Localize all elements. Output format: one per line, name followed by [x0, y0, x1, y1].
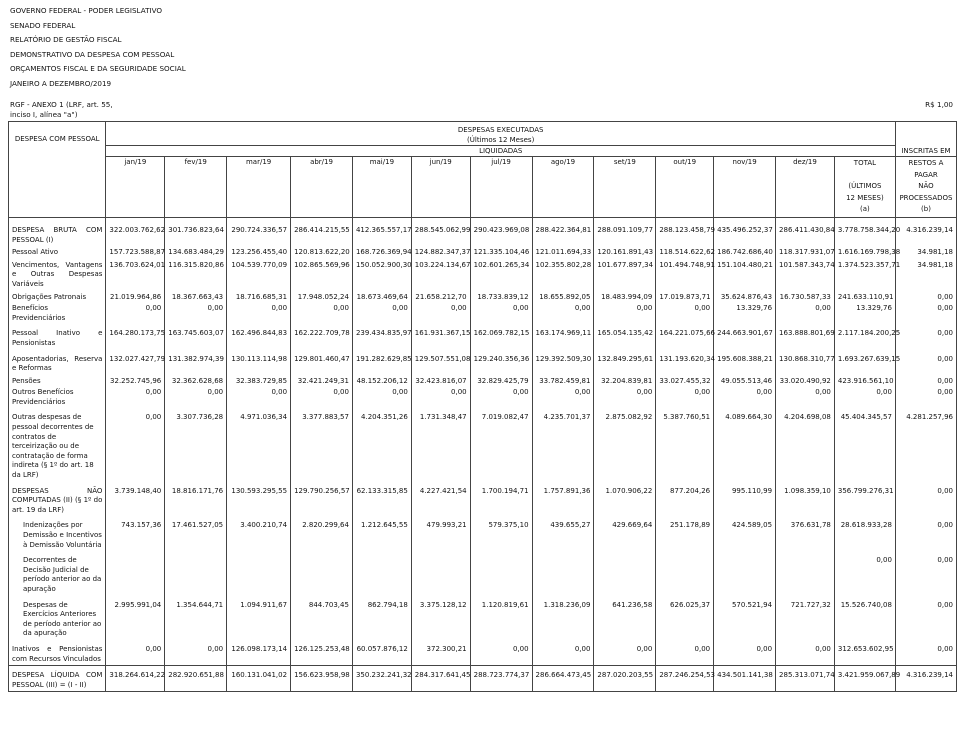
row-value: 101.494.748,91 [656, 259, 714, 291]
col-header-blank [895, 122, 956, 146]
row-value: 134.683.484,29 [165, 246, 227, 259]
row-value: 33.020.490,92 [776, 375, 835, 388]
month-header: dez/19 [776, 157, 835, 218]
row-value: 156.623.958,98 [291, 666, 353, 692]
row-value: 186.742.686,40 [714, 246, 776, 259]
row-value: 877.204,26 [656, 482, 714, 517]
row-value: 0,00 [834, 551, 895, 595]
row-value: 0,00 [470, 387, 532, 408]
row-value: 160.131.041,02 [227, 666, 291, 692]
row-value: 439.655,27 [532, 516, 594, 551]
row-value: 350.232.241,32 [352, 666, 411, 692]
month-header: set/19 [594, 157, 656, 218]
row-value: 2.995.991,04 [106, 596, 165, 640]
row-value: 579.375,10 [470, 516, 532, 551]
table-row [9, 217, 957, 246]
row-value: 60.057.876,12 [352, 640, 411, 666]
row-value: 241.633.110,91 [834, 291, 895, 304]
row-value: 372.300,21 [411, 640, 470, 666]
row-value: 0,00 [470, 640, 532, 666]
row-value: 32.362.628,68 [165, 375, 227, 388]
row-value: 45.404.345,57 [834, 408, 895, 481]
row-value: 290.724.336,57 [227, 217, 291, 246]
row-value: 1.693.267.639,15 [834, 350, 895, 375]
row-value [714, 551, 776, 595]
row-value: 4.316.239,14 [895, 217, 956, 246]
row-value: 0,00 [895, 324, 956, 349]
row-value: 129.790.256,57 [291, 482, 353, 517]
row-value [227, 551, 291, 595]
row-value: 129.507.551,08 [411, 350, 470, 375]
row-value: 0,00 [165, 303, 227, 324]
row-value: 1.700.194,71 [470, 482, 532, 517]
row-value: 721.727,32 [776, 596, 835, 640]
row-value: 0,00 [291, 303, 353, 324]
restos-header [895, 157, 956, 218]
row-label: Obrigações Patronais [9, 291, 106, 304]
row-value: 151.104.480,21 [714, 259, 776, 291]
expense-table [8, 121, 957, 692]
row-value: 121.335.104,46 [470, 246, 532, 259]
row-value: 131.382.974,39 [165, 350, 227, 375]
row-label: DESPESAS NÃO COMPUTADAS (II) (§ 1º do art. 19 da LRF) [9, 482, 106, 517]
row-value: 101.587.343,74 [776, 259, 835, 291]
row-value: 1.318.236,09 [532, 596, 594, 640]
row-value: 0,00 [106, 303, 165, 324]
row-value: 136.703.624,01 [106, 259, 165, 291]
month-header: nov/19 [714, 157, 776, 218]
table-row [9, 259, 957, 291]
row-label: DESPESA BRUTA COM PESSOAL (I) [9, 217, 106, 246]
row-value: 162.496.844,83 [227, 324, 291, 349]
row-value: 129.240.356,36 [470, 350, 532, 375]
row-value: 126.098.173,14 [227, 640, 291, 666]
total-header-line: 12 MESES) [846, 193, 884, 202]
row-value [352, 551, 411, 595]
row-value: 132.027.427,79 [106, 350, 165, 375]
row-value: 150.052.900,30 [352, 259, 411, 291]
row-value: 3.421.959.067,89 [834, 666, 895, 692]
row-value: 626.025,37 [656, 596, 714, 640]
row-value: 164.221.075,66 [656, 324, 714, 349]
row-value: 118.514.622,62 [656, 246, 714, 259]
table-row [9, 596, 957, 640]
row-value [656, 551, 714, 595]
row-value: 244.663.901,67 [714, 324, 776, 349]
row-value: 4.281.257,96 [895, 408, 956, 481]
row-value: 104.539.770,09 [227, 259, 291, 291]
row-value: 4.235.701,37 [532, 408, 594, 481]
row-label: Pessoal Ativo [9, 246, 106, 259]
row-value: 743.157,36 [106, 516, 165, 551]
row-value: 3.739.148,40 [106, 482, 165, 517]
row-value: 48.152.206,12 [352, 375, 411, 388]
row-value: 13.329,76 [834, 303, 895, 324]
row-value: 4.089.664,30 [714, 408, 776, 481]
table-row [9, 350, 957, 375]
row-value: 17.461.527,05 [165, 516, 227, 551]
restos-header-line: (b) [921, 205, 931, 214]
row-value: 4.227.421,54 [411, 482, 470, 517]
restos-header-line: NÃO [918, 182, 934, 191]
row-value: 0,00 [227, 303, 291, 324]
row-value: 0,00 [895, 375, 956, 388]
row-value: 641.236,58 [594, 596, 656, 640]
row-value: 844.703,45 [291, 596, 353, 640]
row-value: 435.496.252,37 [714, 217, 776, 246]
row-value: 376.631,78 [776, 516, 835, 551]
row-value: 116.315.820,86 [165, 259, 227, 291]
row-value: 0,00 [656, 303, 714, 324]
row-label: Vencimentos, Vantagens e Outras Despesas Variáveis [9, 259, 106, 291]
report-header [10, 4, 186, 92]
row-value: 62.133.315,85 [352, 482, 411, 517]
row-value: 0,00 [352, 303, 411, 324]
row-value: 130.113.114,98 [227, 350, 291, 375]
row-value: 322.003.762,62 [106, 217, 165, 246]
row-value: 1.354.644,71 [165, 596, 227, 640]
row-value: 34.981,18 [895, 259, 956, 291]
row-value [532, 551, 594, 595]
row-value: 120.161.891,43 [594, 246, 656, 259]
row-value: 32.383.729,85 [227, 375, 291, 388]
row-value: 287.246.254,53 [656, 666, 714, 692]
row-value: 157.723.588,87 [106, 246, 165, 259]
row-value: 130.593.295,55 [227, 482, 291, 517]
row-value: 1.070.906,22 [594, 482, 656, 517]
row-value: 1.098.359,10 [776, 482, 835, 517]
row-value: 995.110,99 [714, 482, 776, 517]
row-value: 28.618.933,28 [834, 516, 895, 551]
row-value: 18.733.839,12 [470, 291, 532, 304]
row-value: 163.174.969,11 [532, 324, 594, 349]
row-value: 163.745.603,07 [165, 324, 227, 349]
row-value: 0,00 [895, 482, 956, 517]
row-value: 18.816.171,76 [165, 482, 227, 517]
row-label: Despesas de Exercícios Anteriores de período anterior ao da apuração [9, 596, 106, 640]
row-value: 33.782.459,81 [532, 375, 594, 388]
row-value: 0,00 [656, 640, 714, 666]
table-row [9, 640, 957, 666]
month-header: mar/19 [227, 157, 291, 218]
row-value: 434.501.141,38 [714, 666, 776, 692]
month-header: jan/19 [106, 157, 165, 218]
row-value: 0,00 [411, 303, 470, 324]
month-header: abr/19 [291, 157, 353, 218]
row-value: 0,00 [470, 303, 532, 324]
row-value: 102.601.265,34 [470, 259, 532, 291]
row-value: 5.387.760,51 [656, 408, 714, 481]
row-value: 0,00 [532, 640, 594, 666]
row-value: 288.422.364,81 [532, 217, 594, 246]
row-value: 288.723.774,37 [470, 666, 532, 692]
col-header-inscritas: INSCRITAS EM [895, 146, 956, 157]
total-header-line: TOTAL [853, 159, 877, 167]
row-value: 3.375.128,12 [411, 596, 470, 640]
row-value: 0,00 [106, 408, 165, 481]
row-value: 32.204.839,81 [594, 375, 656, 388]
row-value: 0,00 [594, 640, 656, 666]
header-line: GOVERNO FEDERAL - PODER LEGISLATIVO [10, 6, 163, 15]
header-line: RELATÓRIO DE GESTÃO FISCAL [10, 35, 122, 45]
row-value: 282.920.651,88 [165, 666, 227, 692]
row-label: Decorrentes de Decisão Judicial de período anterior ao da apuração [9, 551, 106, 595]
row-value: 0,00 [352, 387, 411, 408]
row-value: 18.655.892,05 [532, 291, 594, 304]
table-row [9, 291, 957, 304]
month-header: ago/19 [532, 157, 594, 218]
row-value: 301.736.823,64 [165, 217, 227, 246]
row-label: Outros Benefícios Previdenciários [9, 387, 106, 408]
row-value: 34.981,18 [895, 246, 956, 259]
row-value: 312.653.602,95 [834, 640, 895, 666]
row-value: 21.658.212,70 [411, 291, 470, 304]
row-value: 0,00 [776, 640, 835, 666]
row-value: 18.367.663,43 [165, 291, 227, 304]
row-value [594, 551, 656, 595]
restos-header-line: RESTOS A [908, 159, 944, 167]
table-row [9, 375, 957, 388]
header-line: DEMONSTRATIVO DA DESPESA COM PESSOAL [10, 49, 175, 59]
row-value: 13.329,76 [714, 303, 776, 324]
row-value: 0,00 [106, 640, 165, 666]
row-value: 0,00 [594, 303, 656, 324]
row-value: 2.875.082,92 [594, 408, 656, 481]
row-value: 0,00 [895, 350, 956, 375]
row-value: 124.882.347,37 [411, 246, 470, 259]
row-value: 0,00 [895, 291, 956, 304]
row-value: 3.400.210,74 [227, 516, 291, 551]
row-value: 286.664.473,45 [532, 666, 594, 692]
col-header-executadas: DESPESAS EXECUTADAS [106, 122, 896, 136]
row-value: 1.757.891,36 [532, 482, 594, 517]
row-value: 130.868.310,77 [776, 350, 835, 375]
table-row [9, 303, 957, 324]
row-value: 288.123.458,79 [656, 217, 714, 246]
restos-header-line: PAGAR [914, 170, 938, 179]
row-value: 32.252.745,96 [106, 375, 165, 388]
row-value: 191.282.629,85 [352, 350, 411, 375]
table-row [9, 666, 957, 692]
row-value: 118.317.931,07 [776, 246, 835, 259]
row-value: 3.377.883,57 [291, 408, 353, 481]
row-value: 123.256.455,40 [227, 246, 291, 259]
row-value: 17.948.052,24 [291, 291, 353, 304]
row-value: 479.993,21 [411, 516, 470, 551]
total-header [834, 157, 895, 218]
row-value: 32.423.816,07 [411, 375, 470, 388]
row-label: Pensões [9, 375, 106, 388]
row-value: 2.820.299,64 [291, 516, 353, 551]
row-value: 287.020.203,55 [594, 666, 656, 692]
row-value: 0,00 [714, 387, 776, 408]
row-value: 423.916.561,10 [834, 375, 895, 388]
row-value: 16.730.587,33 [776, 291, 835, 304]
row-value: 3.307.736,28 [165, 408, 227, 481]
row-value: 284.317.641,45 [411, 666, 470, 692]
row-label: Indenizações por Demissão e Incentivos à Demissão Voluntária [9, 516, 106, 551]
table-row [9, 408, 957, 481]
month-header: out/19 [656, 157, 714, 218]
row-value: 15.526.740,08 [834, 596, 895, 640]
row-value: 1.212.645,55 [352, 516, 411, 551]
header-line: SENADO FEDERAL [10, 20, 76, 30]
row-value: 286.414.215,55 [291, 217, 353, 246]
row-value: 0,00 [165, 387, 227, 408]
row-value: 132.849.295,61 [594, 350, 656, 375]
row-value [470, 551, 532, 595]
row-value: 120.813.622,20 [291, 246, 353, 259]
total-header-line: (ÚLTIMOS [848, 182, 882, 191]
row-value: 129.392.509,30 [532, 350, 594, 375]
row-label: DESPESA LÍQUIDA COM PESSOAL (III) = (I - II) [9, 666, 106, 692]
row-value: 4.316.239,14 [895, 666, 956, 692]
row-value: 290.423.969,08 [470, 217, 532, 246]
table-row [9, 324, 957, 349]
table-row [9, 482, 957, 517]
month-header: jul/19 [470, 157, 532, 218]
row-value: 1.731.348,47 [411, 408, 470, 481]
row-value: 0,00 [895, 516, 956, 551]
restos-header-line: PROCESSADOS [899, 193, 953, 202]
month-header-row [9, 157, 957, 218]
row-value: 1.094.911,67 [227, 596, 291, 640]
row-value: 0,00 [532, 303, 594, 324]
row-value: 101.677.897,34 [594, 259, 656, 291]
row-value: 4.204.351,26 [352, 408, 411, 481]
row-value: 35.624.876,43 [714, 291, 776, 304]
row-value: 18.716.685,31 [227, 291, 291, 304]
row-value: 0,00 [895, 303, 956, 324]
row-value: 0,00 [895, 640, 956, 666]
row-value: 33.027.455,32 [656, 375, 714, 388]
row-value: 412.365.557,17 [352, 217, 411, 246]
total-header-line: (a) [860, 205, 870, 214]
row-label: Benefícios Previdenciários [9, 303, 106, 324]
header-line: ORÇAMENTOS FISCAL E DA SEGURIDADE SOCIAL [10, 64, 186, 74]
row-label: Pessoal Inativo e Pensionistas [9, 324, 106, 349]
row-value: 121.011.694,33 [532, 246, 594, 259]
row-value: 318.264.614,22 [106, 666, 165, 692]
table-row [9, 246, 957, 259]
row-value: 1.616.169.798,38 [834, 246, 895, 259]
row-value: 0,00 [895, 596, 956, 640]
row-value [165, 551, 227, 595]
row-value: 18.673.469,64 [352, 291, 411, 304]
row-value: 239.434.835,97 [352, 324, 411, 349]
header-line: JANEIRO A DEZEMBRO/2019 [10, 78, 112, 88]
row-value: 0,00 [227, 387, 291, 408]
table-row [9, 551, 957, 595]
row-value: 168.726.369,94 [352, 246, 411, 259]
row-value: 2.117.184.200,25 [834, 324, 895, 349]
row-value: 424.589,05 [714, 516, 776, 551]
row-value: 285.313.071,74 [776, 666, 835, 692]
row-value: 356.799.276,31 [834, 482, 895, 517]
row-value: 0,00 [714, 640, 776, 666]
table-row [9, 516, 957, 551]
row-value [106, 551, 165, 595]
row-value: 0,00 [594, 387, 656, 408]
row-value: 126.125.253,48 [291, 640, 353, 666]
row-label: Inativos e Pensionistas com Recursos Vinculados [9, 640, 106, 666]
row-value: 1.120.819,61 [470, 596, 532, 640]
table-body [9, 217, 957, 691]
month-header-blank [9, 157, 106, 218]
col-header-ultimos: (Últimos 12 Meses) [106, 135, 896, 146]
row-value: 288.545.062,99 [411, 217, 470, 246]
row-value: 286.411.430,84 [776, 217, 835, 246]
row-value: 195.608.388,21 [714, 350, 776, 375]
row-label: Outras despesas de pessoal decorrentes de contratos de terceirização ou de contratação de forma indireta (§ 1º do art. 18 da LRF) [9, 408, 106, 481]
row-value: 49.055.513,46 [714, 375, 776, 388]
row-value: 17.019.873,71 [656, 291, 714, 304]
row-value: 3.778.758.344,20 [834, 217, 895, 246]
row-value: 0,00 [895, 387, 956, 408]
row-value: 162.222.709,78 [291, 324, 353, 349]
row-label: Aposentadorias, Reserva e Reformas [9, 350, 106, 375]
row-value: 429.669,64 [594, 516, 656, 551]
row-value [776, 551, 835, 595]
row-value: 0,00 [776, 387, 835, 408]
total-header-line [838, 170, 892, 182]
month-header: mai/19 [352, 157, 411, 218]
row-value: 102.355.802,28 [532, 259, 594, 291]
row-value: 21.019.964,86 [106, 291, 165, 304]
row-value: 7.019.082,47 [470, 408, 532, 481]
col-header-liquidadas: LIQUIDADAS [106, 146, 896, 157]
row-value: 0,00 [411, 387, 470, 408]
row-value: 0,00 [834, 387, 895, 408]
row-value [411, 551, 470, 595]
row-value: 0,00 [532, 387, 594, 408]
annex-reference: RGF - ANEXO 1 (LRF, art. 55, inciso I, alínea "a") [10, 100, 113, 119]
row-value: 0,00 [291, 387, 353, 408]
row-value [291, 551, 353, 595]
row-value: 4.971.036,34 [227, 408, 291, 481]
row-value: 129.801.460,47 [291, 350, 353, 375]
row-value: 1.374.523.357,71 [834, 259, 895, 291]
row-value: 131.193.620,34 [656, 350, 714, 375]
row-value: 862.794,18 [352, 596, 411, 640]
row-value: 0,00 [776, 303, 835, 324]
row-value: 0,00 [106, 387, 165, 408]
row-value: 163.888.801,69 [776, 324, 835, 349]
row-value: 288.091.109,77 [594, 217, 656, 246]
month-header: fev/19 [165, 157, 227, 218]
currency-unit: R$ 1,00 [925, 100, 953, 109]
row-value: 18.483.994,09 [594, 291, 656, 304]
row-value: 0,00 [165, 640, 227, 666]
row-value: 32.421.249,31 [291, 375, 353, 388]
row-value: 102.865.569,96 [291, 259, 353, 291]
row-value: 162.069.782,15 [470, 324, 532, 349]
row-value: 251.178,89 [656, 516, 714, 551]
row-value: 4.204.698,08 [776, 408, 835, 481]
row-value: 0,00 [895, 551, 956, 595]
row-value: 0,00 [656, 387, 714, 408]
row-value: 570.521,94 [714, 596, 776, 640]
month-header: jun/19 [411, 157, 470, 218]
row-value: 32.829.425,79 [470, 375, 532, 388]
col-header-despesa: DESPESA COM PESSOAL [9, 122, 106, 157]
row-value: 161.931.367,15 [411, 324, 470, 349]
row-value: 103.224.134,67 [411, 259, 470, 291]
row-value: 165.054.135,42 [594, 324, 656, 349]
row-value: 164.280.173,75 [106, 324, 165, 349]
table-row [9, 387, 957, 408]
